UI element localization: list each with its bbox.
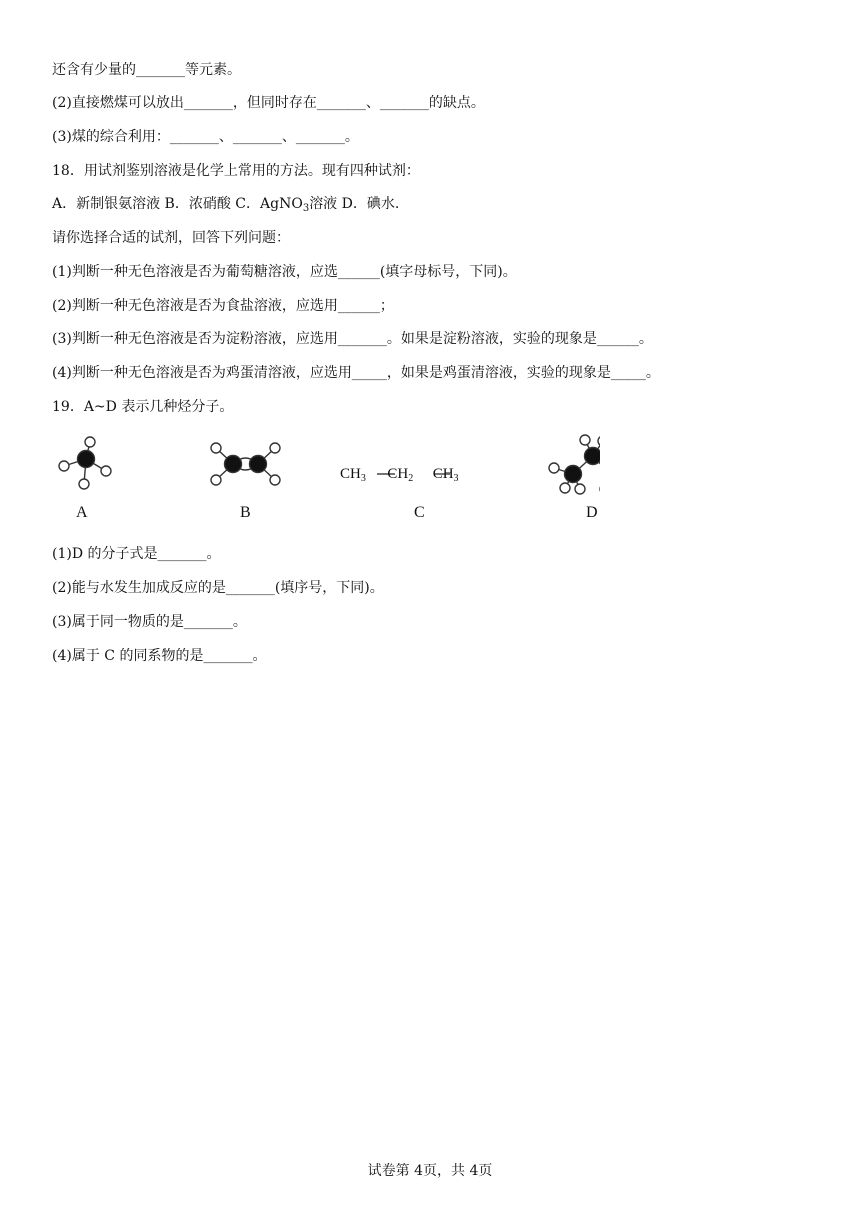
molecule-d-propane [549,435,600,494]
molecule-label-b: B [240,504,251,521]
question-18-reagent-options [52,194,399,214]
formula-group-2: CH [387,466,409,482]
options-subscript: 3 [302,203,310,214]
question-18-3: (3)判断一种无色溶液是否为淀粉溶液，应选用_______。如果是淀粉溶液，实验的现象是______。 [52,331,653,347]
text-line-coal-elements: 还含有少量的_______等元素。 [52,62,241,78]
molecule-c-formula [340,466,459,483]
formula-group-1: CH [340,466,361,482]
question-19-4: (4)属于 C 的同系物的是_______。 [52,648,267,664]
formula-sub-1: 3 [360,473,366,484]
question-19-stem: 19．A~D 表示几种烃分子。 [52,399,234,415]
molecule-b-ethylene [211,443,280,485]
formula-group-3: CH [432,466,454,482]
molecule-a-methane [59,437,111,489]
formula-sub-2: 2 [408,473,414,484]
question-18-1: (1)判断一种无色溶液是否为葡萄糖溶液，应选______(填字母标号，下同)。 [52,264,517,280]
options-suffix: 溶液 D．碘水. [309,196,400,212]
molecule-diagrams [40,426,600,506]
question-17-3: (3)煤的综合利用：_______、_______、_______。 [52,129,359,145]
formula-sub-3: 3 [453,473,459,484]
question-17-2: (2)直接燃煤可以放出_______，但同时存在_______、_______的缺点。 [52,95,485,111]
question-19-2: (2)能与水发生加成反应的是_______(填序号，下同)。 [52,580,384,596]
question-18-instruction: 请你选择合适的试剂，回答下列问题： [52,230,290,246]
question-18-stem: 18．用试剂鉴别溶液是化学上常用的方法。现有四种试剂： [52,163,420,179]
options-prefix: A．新制银氨溶液 B．浓硝酸 C．AgNO [52,196,303,212]
question-18-4: (4)判断一种无色溶液是否为鸡蛋清溶液，应选用_____，如果是鸡蛋清溶液，实验的现象是_____。 [52,365,660,381]
molecule-label-a: A [76,504,88,521]
molecule-label-c: C [414,504,425,521]
question-18-2: (2)判断一种无色溶液是否为食盐溶液，应选用______； [52,298,394,314]
hydrocarbon-figure [40,426,600,532]
molecule-label-d: D [586,504,598,521]
question-19-3: (3)属于同一物质的是_______。 [52,614,247,630]
question-19-1: (1)D 的分子式是_______。 [52,546,221,562]
page-footer: 试卷第 4页，共 4页 [367,1163,493,1179]
